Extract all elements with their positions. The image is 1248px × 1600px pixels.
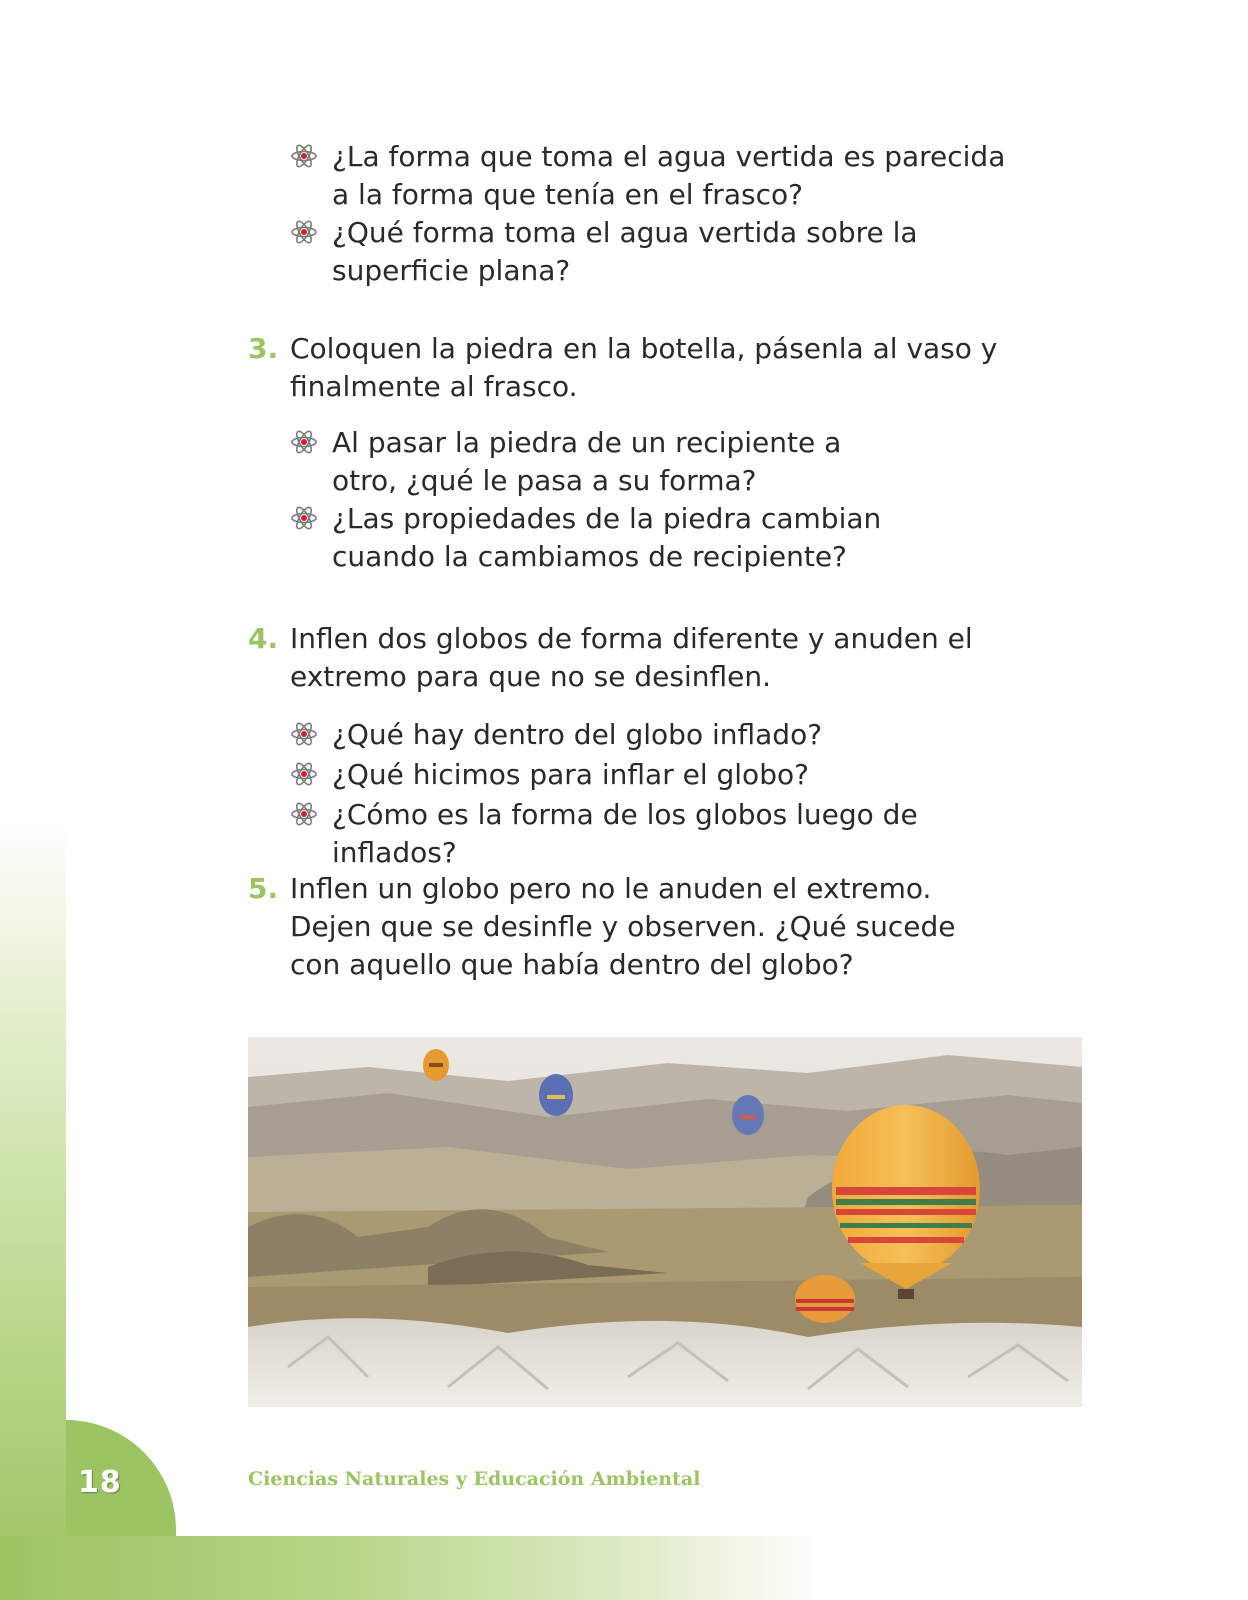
atom-icon xyxy=(290,760,318,788)
atom-icon xyxy=(290,218,318,246)
question-text: Al pasar la piedra de un recipiente a otro, ¿qué le pasa a su forma? xyxy=(332,426,842,497)
atom-icon xyxy=(290,720,318,748)
hot-air-balloons-photo xyxy=(248,1037,1082,1407)
question-text: ¿Las propiedades de la piedra cambian cuando la cambiamos de recipiente? xyxy=(332,502,882,573)
step-text: Coloquen la piedra en la botella, pásenla al vaso y finalmente al frasco. xyxy=(290,332,998,403)
atom-icon xyxy=(290,142,318,170)
question-bullet xyxy=(290,756,1030,794)
question-text: ¿Qué hicimos para inflar el globo? xyxy=(332,758,809,791)
question-bullet xyxy=(290,500,1030,576)
question-text: ¿Cómo es la forma de los globos luego de inflados? xyxy=(332,798,918,869)
step-number: 5. xyxy=(248,872,279,905)
side-decoration xyxy=(0,820,66,1600)
footer-title: Ciencias Naturales y Educación Ambiental xyxy=(248,1468,701,1490)
step-number: 3. xyxy=(248,332,279,365)
question-bullet xyxy=(290,796,1030,872)
bottom-decoration xyxy=(0,1536,820,1600)
question-bullet xyxy=(290,214,1030,290)
question-text: ¿Qué hay dentro del globo inflado? xyxy=(332,718,823,751)
atom-icon xyxy=(290,504,318,532)
atom-icon xyxy=(290,428,318,456)
step-number: 4. xyxy=(248,622,279,655)
question-bullet xyxy=(290,716,1030,754)
question-bullet xyxy=(290,138,1030,214)
step-4 xyxy=(248,620,1048,696)
question-text: ¿La forma que toma el agua vertida es parecida a la forma que tenía en el frasco? xyxy=(332,140,1006,211)
step-3 xyxy=(248,330,1048,406)
question-bullet xyxy=(290,424,1030,500)
page-number: 18 xyxy=(78,1465,122,1500)
step-text: Inflen un globo pero no le anuden el extremo. Dejen que se desinfle y observen. ¿Qué sucede con aquello que había dentro del globo? xyxy=(290,872,956,981)
step-text: Inflen dos globos de forma diferente y anuden el extremo para que no se desinflen. xyxy=(290,622,973,693)
atom-icon xyxy=(290,800,318,828)
question-text: ¿Qué forma toma el agua vertida sobre la superficie plana? xyxy=(332,216,918,287)
step-5 xyxy=(248,870,1048,984)
